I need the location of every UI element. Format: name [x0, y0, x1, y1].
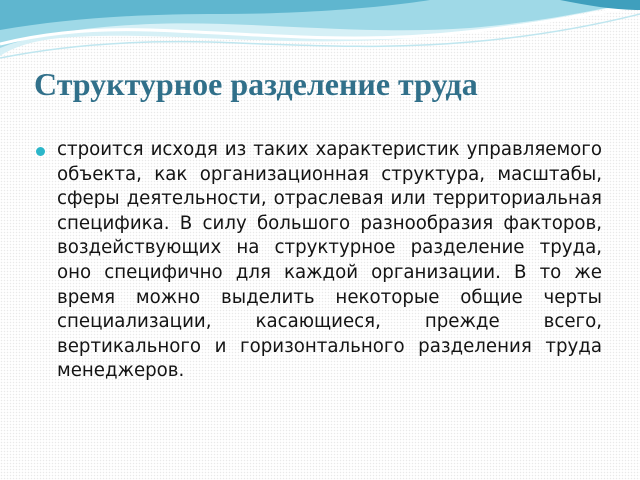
bullet-item [36, 138, 602, 384]
slide-title: Структурное разделение труда [34, 66, 478, 102]
decorative-wave-header [0, 0, 640, 70]
bullet-text: строится исходя из таких характеристик управляемого объекта, как организационная структура, масштабы, сферы деятельности, отраслевая или территориальная специфика. В силу большого разнообразия факторов, воздействующих на структурное разделение труда, оно специфично для каждой организации. В то же время можно выделить некоторые общие черты специализации, касающиеся, прежде всего, вертикального и горизонтального разделения труда менеджеров. [57, 139, 602, 382]
bullet-dot-icon [36, 147, 45, 156]
bullet-list [36, 138, 602, 384]
